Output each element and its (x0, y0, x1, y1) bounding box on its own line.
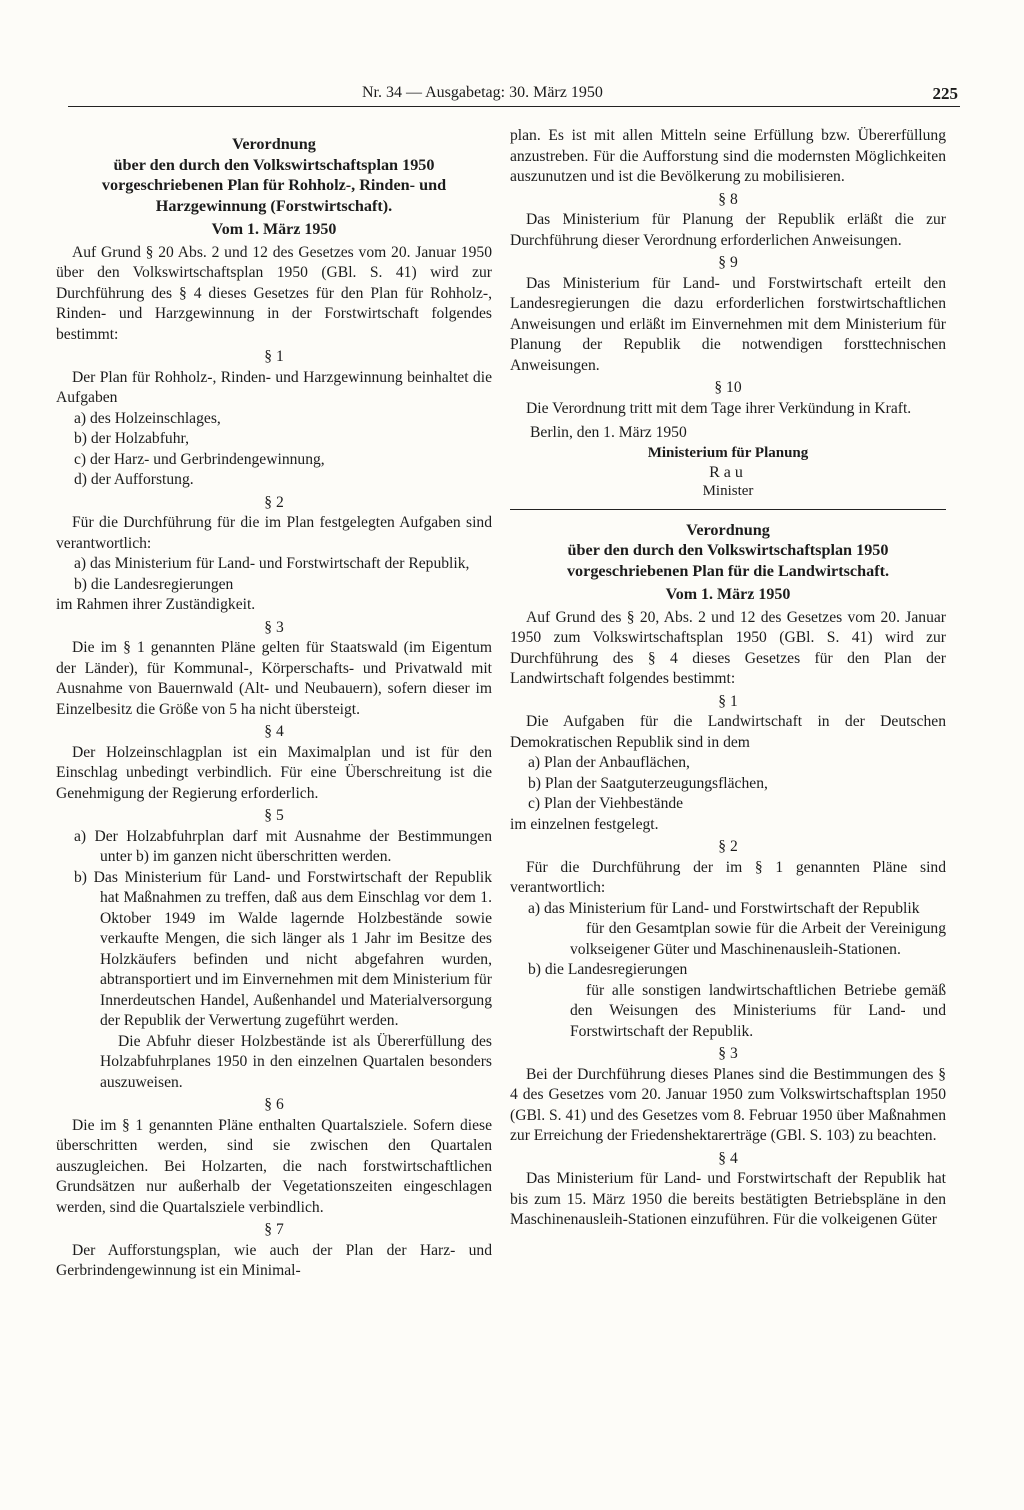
doc1-section-7-text: Der Aufforstungsplan, wie auch der Plan der Harz- und Gerbrindengewinnung ist ein Minimal- (56, 1241, 492, 1279)
document-separator-rule (510, 509, 946, 510)
doc1-section-4-heading: § 4 (264, 723, 284, 740)
doc2-section-2-item-b: b) die Landesregierungen (528, 961, 688, 978)
doc2-section-3-text: Bei der Durchführung dieses Planes sind die Bestimmungen des § 4 des Gesetzes vom 20. Januar 1950 zum Volkswirtschaftsplan 1950 (GBl. S. 41) und des Gesetzes vom 8. Februar 1950 über Maßnahmen zur Erreichung der Friedenshektarerträge (GBl. S. 103) zu beachten. (510, 1065, 946, 1144)
doc1-title-line: vorgeschriebenen Plan für Rohholz-, Rinden- und (101, 176, 447, 194)
doc2-section-2-heading: § 2 (718, 838, 738, 855)
doc2-section-2-item-a-detail: für den Gesamtplan sowie für die Arbeit der Vereinigung volkseigener Güter und Maschinenausleih-Stationen. (570, 920, 946, 958)
doc1-title-line: über den durch den Volkswirtschaftsplan 1950 (113, 155, 435, 174)
doc1-section-9-heading: § 9 (718, 254, 738, 271)
doc2-section-1-text: Die Aufgaben für die Landwirtschaft in der Deutschen Demokratischen Republik sind in dem (510, 713, 946, 751)
doc2-title-line: vorgeschriebenen Plan für die Landwirtschaft. (566, 561, 890, 580)
doc1-signing-ministry: Ministerium für Planung (647, 444, 809, 461)
doc1-section-2-item: a) das Ministerium für Land- und Forstwirtschaft der Republik, (74, 555, 470, 572)
doc1-section-5-heading: § 5 (264, 807, 284, 824)
doc1-section-4-text: Der Holzeinschlagplan ist ein Maximalplan und ist für den Einschlag unbedingt verbindlich. Für eine Überschreitung ist die Genehmigung der Regierung erforderlich. (56, 743, 492, 802)
doc2-preamble: Auf Grund des § 20, Abs. 2 und 12 des Gesetzes vom 20. Januar 1950 zum Volkswirtschaftsplan 1950 (GBl. S. 41) wird zur Durchführung des § 4 dieses Gesetzes für den Plan der Landwirtschaft folgendes bestimmt: (510, 608, 946, 687)
doc2-section-4-heading: § 4 (718, 1149, 738, 1167)
issue-line: Nr. 34 — Ausgabetag: 30. März 1950 (362, 84, 603, 101)
doc1-section-1-item: b) der Holzabfuhr, (74, 430, 189, 447)
right-column (510, 126, 946, 1231)
page-header (68, 84, 960, 106)
doc1-section-1-heading: § 1 (264, 348, 284, 365)
doc1-preamble: Auf Grund § 20 Abs. 2 und 12 des Gesetzes vom 20. Januar 1950 über den Volkswirtschaftsplan 1950 (GBl. S. 41) wird zur Durchführung des § 4 dieses Gesetzes für den Plan für Rohholz-, Rinden- und Harzgewinnung in der Forstwirtschaft folgendes bestimmt: (56, 243, 492, 343)
doc1-section-1-item: a) des Holzeinschlages, (74, 409, 221, 427)
doc1-section-3-heading: § 3 (264, 618, 284, 636)
doc2-section-1-item: c) Plan der Viehbestände (528, 795, 684, 812)
doc1-date: Vom 1. März 1950 (211, 221, 337, 238)
doc2-section-2-item-b-detail: für alle sonstigen landwirtschaftlichen Betriebe gemäß den Weisungen des Ministeriums für Land- und Forstwirtschaft der Republik. (570, 981, 946, 1040)
doc1-section-10-heading: § 10 (714, 379, 742, 396)
doc2-section-1-item: a) Plan der Anbauflächen, (528, 754, 690, 771)
doc1-section-5-item-b-note: Die Abfuhr dieser Holzbestände ist als Übererfüllung des Holzabfuhrplanes 1950 in den einzelnen Quartalen besonders auszuweisen. (100, 1032, 492, 1091)
doc1-signature-block (510, 444, 946, 501)
doc1-title-line: Verordnung (232, 135, 316, 153)
doc1-section-8-text: Das Ministerium für Planung der Republik erläßt die zur Durchführung dieser Verordnung erforderlichen Anweisungen. (510, 211, 946, 249)
header-rule (68, 106, 960, 107)
doc2-section-3-heading: § 3 (718, 1045, 738, 1062)
doc2-date: Vom 1. März 1950 (665, 586, 791, 603)
doc1-signer-role: Minister (702, 482, 754, 499)
doc1-section-5-item-a: a) Der Holzabfuhrplan darf mit Ausnahme der Bestimmungen unter b) im ganzen nicht überschritten werden. (74, 827, 492, 865)
doc1-section-8-heading: § 8 (718, 190, 738, 208)
doc1-section-9-text: Das Ministerium für Land- und Forstwirtschaft erteilt den Landesregierungen die dazu erforderlichen forstwirtschaftlichen Anweisungen und erläßt im Einvernehmen mit dem Ministerium für Planung der Republik die notwendigen forsttechnischen Anweisungen. (510, 274, 946, 374)
page-number: 225 (932, 84, 958, 103)
doc1-section-6-heading: § 6 (264, 1096, 284, 1113)
doc2-section-4-text: Das Ministerium für Land- und Forstwirtschaft der Republik hat bis zum 15. März 1950 die bereits bestätigten Betriebspläne in den Maschinenausleih-Stationen einzuführen. Für die volkeigenen Güter (510, 1170, 946, 1228)
doc1-section-2-tail: im Rahmen ihrer Zuständigkeit. (56, 596, 256, 613)
doc2-section-2-text: Für die Durchführung der im § 1 genannten Pläne sind verantwortlich: (510, 858, 946, 896)
doc1-section-5-item-b: b) Das Ministerium für Land- und Forstwirtschaft der Republik hat Maßnahmen zu treffen, daß aus dem Einschlag vor dem 1. Oktober 1949 im Walde lagernde Holzbestände sowie verkaufte Mengen, die sich länger als 1 Jahr im Besitze des Holzkäufers befinden und nicht abgefahren wurden, abtransportiert und im Einvernehmen mit dem Ministerium für Innerdeutschen Handel, Außenhandel und Materialversorgung der Republik der Verwertung zugeführt werden. (74, 868, 492, 1029)
doc1-section-3-text: Die im § 1 genannten Pläne gelten für Staatswald (im Eigentum der Länder), für Kommunal-, Körperschafts- und Privatwald mit Ausnahme von Bauernwald (Alt- und Neubauern), sofern dieser im Einzelbesitz die Größe von 5 ha nicht übersteigt. (56, 639, 492, 718)
doc1-section-2-item: b) die Landesregierungen (74, 575, 234, 593)
doc1-section-2-heading: § 2 (264, 493, 284, 511)
doc1-section-6-text: Die im § 1 genannten Pläne enthalten Quartalsziele. Sofern diese überschritten werden, sind sie zwischen den Quartalen auszugleichen. Bei Holzarten, die nach forstwirtschaftlichen Grundsätzen nur außerhalb der Vegetationszeiten eingeschlagen werden, sind die Quartalsziele verbindlich. (56, 1116, 492, 1216)
doc1-section-2-text: Für die Durchführung für die im Plan festgelegten Aufgaben sind verantwortlich: (56, 514, 492, 552)
doc1-title-line: Harzgewinnung (Forstwirtschaft). (155, 196, 393, 215)
doc1-section-1-item: d) der Aufforstung. (74, 471, 194, 488)
doc2-section-1-heading: § 1 (718, 692, 738, 710)
doc2-section-1-item: b) Plan der Saatguterzeugungsflächen, (528, 774, 768, 792)
doc1-signer-name: Rau (709, 463, 747, 481)
doc2-section-2-item-a: a) das Ministerium für Land- und Forstwirtschaft der Republik (528, 899, 920, 917)
doc1-section-1-text: Der Plan für Rohholz-, Rinden- und Harzgewinnung beinhaltet die Aufgaben (56, 368, 492, 406)
doc2-title-line: über den durch den Volkswirtschaftsplan 1950 (567, 541, 889, 559)
doc1-section-7-heading: § 7 (264, 1221, 284, 1238)
doc1-section-10-text: Die Verordnung tritt mit dem Tage ihrer Verkündung in Kraft. (526, 399, 912, 417)
doc2-section-1-tail: im einzelnen festgelegt. (510, 815, 659, 833)
doc2-title-line: Verordnung (686, 520, 770, 539)
doc1-place-date: Berlin, den 1. März 1950 (530, 424, 687, 441)
doc1-section-1-item: c) der Harz- und Gerbrindengewinnung, (74, 450, 325, 468)
doc1-title (56, 134, 492, 216)
doc2-title (510, 520, 946, 582)
left-column (56, 126, 492, 1282)
doc1-section-7-continued: plan. Es ist mit allen Mitteln seine Erfüllung bzw. Übererfüllung anzustreben. Für die Aufforstung sind die modernsten Möglichkeiten auszunutzen und ist die Bevölkerung zu mobilisieren. (510, 127, 946, 185)
